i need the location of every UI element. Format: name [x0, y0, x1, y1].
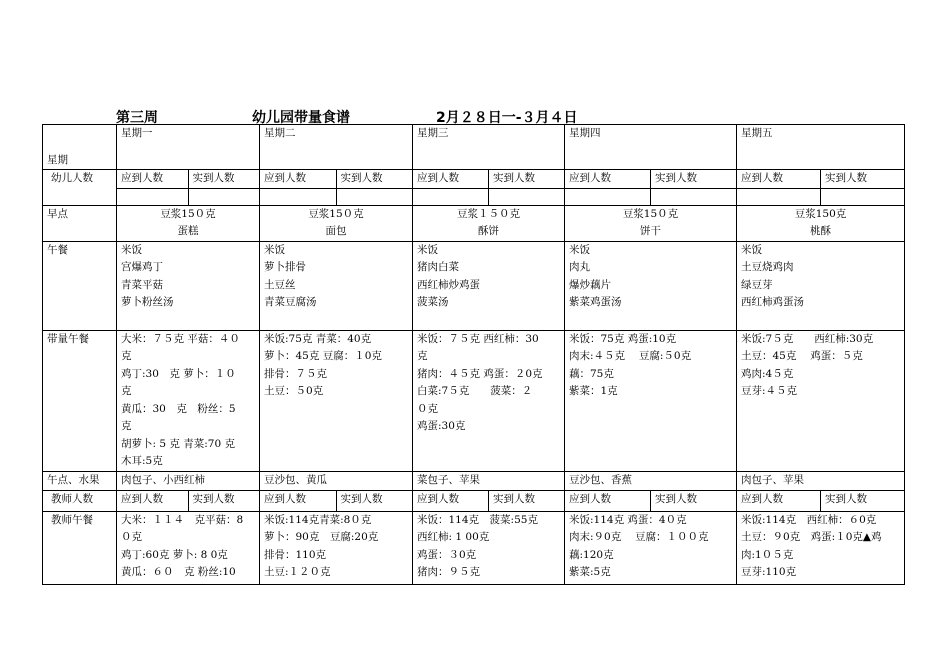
- menu-title: 幼儿园带量食谱: [252, 110, 350, 126]
- snack-cell: 肉包子、小西红柿: [117, 471, 260, 490]
- actual-value[interactable]: [821, 189, 904, 205]
- expected-value[interactable]: [117, 189, 189, 205]
- teacher-lunch-cell: 大米：１１４ 克平菇：8 ０克 鸡丁:60克 萝卜: 8 0克 黄瓜：６０ 克 粉丝:10: [117, 511, 260, 584]
- lunch-cell: 米饭 宫爆鸡丁 青菜平菇 萝卜粉丝汤: [117, 241, 260, 330]
- actual-label: 实到人数: [825, 172, 867, 184]
- expected-label: 应到人数: [565, 491, 651, 511]
- row-label-lunch-amounts: 带量午餐: [43, 330, 117, 471]
- teacher-lunch-row: [43, 511, 905, 584]
- expected-label: 应到人数: [413, 491, 489, 511]
- row-label-teacher-count: 教师人数: [43, 490, 117, 511]
- lunch-amounts-cell: 米饭：７５克 西红柿：30 克 猪肉：４５克 鸡蛋：２0克 白菜:7５克 菠菜：２ ０克 鸡蛋:30克: [413, 330, 565, 471]
- breakfast-cell: 豆浆15０克 蛋糕: [117, 205, 260, 241]
- row-label-lunch: 午餐: [43, 241, 117, 330]
- actual-label: 实到人数: [192, 492, 235, 505]
- row-label-teacher-lunch: 教师午餐: [43, 511, 117, 584]
- lunch-row: [43, 241, 905, 330]
- actual-label: 实到人数: [192, 172, 235, 184]
- snack-row: [43, 471, 905, 490]
- expected-value[interactable]: [260, 189, 337, 205]
- expected-label: 应到人数: [117, 170, 189, 188]
- lunch-cell: 米饭 猪肉白菜 西红柿炒鸡蛋 菠菜汤: [413, 241, 565, 330]
- lunch-cell: 米饭 肉丸 爆炒藕片 紫菜鸡蛋汤: [565, 241, 737, 330]
- lunch-amounts-cell: 米饭：75克 鸡蛋:10克 肉末:４５克 豆腐:５0克 藕：75克 紫菜：1克: [565, 330, 737, 471]
- teacher-lunch-cell: 米饭:114克青菜:8０克 萝卜：90克 豆腐:20克 排骨：110克 土豆:１２０克: [260, 511, 413, 584]
- child-count-row: [43, 170, 905, 189]
- expected-label: 应到人数: [565, 170, 651, 188]
- lunch-amounts-cell: 米饭:75克 青菜：40克 萝卜：45克 豆腐：１0克 排骨：７５克 土豆：５0克: [260, 330, 413, 471]
- actual-label: 实到人数: [493, 172, 535, 184]
- actual-label: 实到人数: [655, 492, 697, 505]
- expected-value[interactable]: [413, 189, 489, 205]
- weekday-row: [43, 125, 905, 170]
- lunch-amounts-cell: 米饭:7５克 西红柿:30克 土豆：45克 鸡蛋：５克 鸡肉:4５克 豆芽:４５克: [737, 330, 905, 471]
- teacher-lunch-cell: 米饭:114克 西红柿：６0克 土豆：９0克 鸡蛋:１0克▲鸡 肉:1０５克 豆芽:110克: [737, 511, 905, 584]
- snack-cell: 豆沙包、香蕉: [565, 471, 737, 490]
- teacher-count-row: [43, 490, 905, 511]
- day-header: 星期一: [117, 125, 260, 170]
- lunch-amounts-row: [43, 330, 905, 471]
- actual-label: 实到人数: [340, 172, 383, 184]
- expected-label: 应到人数: [737, 170, 821, 188]
- expected-label: 应到人数: [737, 491, 821, 511]
- expected-value[interactable]: [565, 189, 651, 205]
- expected-label: 应到人数: [117, 491, 189, 511]
- row-label-weekday: 星期: [43, 125, 117, 170]
- week-label: 第三周: [116, 110, 158, 126]
- expected-label: 应到人数: [260, 170, 337, 188]
- row-label-snack: 午点、水果: [43, 471, 117, 490]
- breakfast-row: [43, 205, 905, 241]
- breakfast-cell: 豆浆１５０克 酥饼: [413, 205, 565, 241]
- expected-label: 应到人数: [413, 170, 489, 188]
- actual-value[interactable]: [651, 189, 736, 205]
- child-count-values-row: [43, 188, 905, 205]
- snack-cell: 菜包子、苹果: [413, 471, 565, 490]
- expected-value[interactable]: [737, 189, 821, 205]
- date-range: 2月２８日一-３月４日: [436, 110, 578, 126]
- breakfast-cell: 豆浆15０克 面包: [260, 205, 413, 241]
- expected-label: 应到人数: [260, 491, 337, 511]
- menu-table: [42, 124, 905, 585]
- actual-label: 实到人数: [825, 492, 867, 505]
- snack-cell: 肉包子、苹果: [737, 471, 905, 490]
- actual-label: 实到人数: [655, 172, 697, 184]
- lunch-amounts-cell: 大米：７５克 平菇：４０ 克 鸡丁:30 克 萝卜：１０ 克 黄瓜：30 克 粉丝：5 克 胡萝卜: 5 克 青菜:70 克 木耳:5克: [117, 330, 260, 471]
- day-header: 星期三: [413, 125, 565, 170]
- row-label-child-count: 幼儿人数: [43, 170, 117, 206]
- lunch-cell: 米饭 萝卜排骨 土豆丝 青菜豆腐汤: [260, 241, 413, 330]
- actual-value[interactable]: [489, 189, 564, 205]
- breakfast-cell: 豆浆150克 桃酥: [737, 205, 905, 241]
- day-header: 星期二: [260, 125, 413, 170]
- breakfast-cell: 豆浆15０克 饼干: [565, 205, 737, 241]
- actual-label: 实到人数: [493, 492, 535, 505]
- teacher-lunch-cell: 米饭：114克 菠菜:55克 西红柿: 1 00克 鸡蛋：３0克 猪肉：９５克: [413, 511, 565, 584]
- day-header: 星期五: [737, 125, 905, 170]
- lunch-cell: 米饭 土豆烧鸡肉 绿豆芽 西红柿鸡蛋汤: [737, 241, 905, 330]
- actual-value[interactable]: [189, 189, 260, 205]
- actual-value[interactable]: [337, 189, 413, 205]
- snack-cell: 豆沙包、黄瓜: [260, 471, 413, 490]
- day-header: 星期四: [565, 125, 737, 170]
- row-label-breakfast: 早点: [43, 205, 117, 241]
- teacher-lunch-cell: 米饭:114克 鸡蛋：4０克 肉末:９0克 豆腐：１００克 藕:120克 紫菜:5克: [565, 511, 737, 584]
- actual-label: 实到人数: [340, 492, 383, 505]
